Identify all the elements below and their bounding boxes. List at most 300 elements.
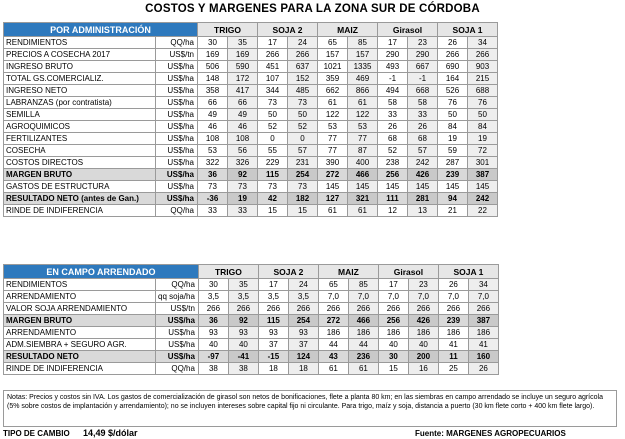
table-row [4,133,498,145]
value-cell: 108 [198,133,228,145]
value-cell: 688 [468,85,498,97]
value-cell: 16 [408,363,438,375]
value-cell: 426 [408,315,438,327]
value-cell: 53 [348,121,378,133]
value-cell: 84 [468,121,498,133]
page-title: COSTOS Y MARGENES PARA LA ZONA SUR DE CÓRDOBA [145,3,480,15]
value-cell: 231 [288,157,318,169]
value-cell: 186 [468,327,498,339]
value-cell: 12 [378,205,408,217]
row-unit: US$/tn [156,49,198,61]
value-cell: 92 [228,169,258,181]
value-cell: 76 [438,97,468,109]
value-cell: 93 [198,327,228,339]
value-cell: 26 [378,121,408,133]
row-label: GASTOS DE ESTRUCTURA [4,181,156,193]
table-row [4,279,499,291]
value-cell: 19 [228,193,258,205]
value-cell: 290 [408,49,438,61]
value-cell: 85 [348,279,378,291]
table-row [4,97,498,109]
value-cell: 426 [408,169,438,181]
row-label: MARGEN BRUTO [4,315,156,327]
row-unit: US$/ha [156,157,198,169]
value-cell: 17 [258,37,288,49]
value-cell: 41 [438,339,468,351]
value-cell: 33 [228,205,258,217]
value-cell: 256 [378,315,408,327]
value-cell: 236 [348,351,378,363]
value-cell: 242 [468,193,498,205]
value-cell: 115 [258,169,288,181]
value-cell: 3,5 [228,291,258,303]
value-cell: 21 [438,205,468,217]
table-row [4,315,499,327]
value-cell: 145 [468,181,498,193]
value-cell: 66 [228,97,258,109]
value-cell: 84 [438,121,468,133]
value-cell: 903 [468,61,498,73]
value-cell: 61 [348,363,378,375]
value-cell: 3,5 [198,291,228,303]
row-label: RINDE DE INDIFERENCIA [4,205,156,217]
value-cell: 238 [378,157,408,169]
row-unit: US$/ha [156,169,198,181]
value-cell: 50 [468,109,498,121]
value-cell: 451 [258,61,288,73]
value-cell: 122 [348,109,378,121]
value-cell: 17 [378,279,408,291]
value-cell: 40 [378,339,408,351]
value-cell: 18 [258,363,288,375]
value-cell: 1335 [348,61,378,73]
row-unit: QQ/ha [156,205,198,217]
value-cell: 169 [228,49,258,61]
value-cell: 668 [408,85,438,97]
value-cell: 390 [318,157,348,169]
row-unit: US$/ha [156,315,199,327]
admin-table [3,22,498,217]
value-cell: 44 [318,339,348,351]
value-cell: 506 [198,61,228,73]
value-cell: 256 [378,169,408,181]
value-cell: 145 [348,181,378,193]
row-label: MARGEN BRUTO [4,169,156,181]
row-label: ARRENDAMIENTO [4,327,156,339]
value-cell: 359 [318,73,348,85]
table-row [4,85,498,97]
table-row [4,303,499,315]
value-cell: 3,5 [288,291,318,303]
value-cell: 77 [318,145,348,157]
row-label: COSTOS DIRECTOS [4,157,156,169]
value-cell: 690 [438,61,468,73]
value-cell: 266 [408,303,438,315]
value-cell: 145 [318,181,348,193]
value-cell: 7,0 [438,291,468,303]
value-cell: 49 [198,109,228,121]
header-row [4,265,499,279]
value-cell: 50 [258,109,288,121]
row-label: RENDIMIENTOS [4,37,156,49]
value-cell: 40 [228,339,258,351]
value-cell: 290 [378,49,408,61]
value-cell: 33 [408,109,438,121]
value-cell: 111 [378,193,408,205]
source-label: Fuente: MARGENES AGROPECUARIOS [415,429,566,438]
value-cell: 93 [258,327,288,339]
value-cell: 254 [288,169,318,181]
value-cell: 266 [258,303,288,315]
section-title: EN CAMPO ARRENDADO [4,265,199,279]
value-cell: 76 [468,97,498,109]
value-cell: 108 [228,133,258,145]
value-cell: 400 [348,157,378,169]
value-cell: 77 [318,133,348,145]
table-row [4,169,498,181]
value-cell: 52 [378,145,408,157]
row-label: ARRENDAMIENTO [4,291,156,303]
value-cell: -36 [198,193,228,205]
value-cell: 272 [318,169,348,181]
value-cell: 1021 [318,61,348,73]
value-cell: 92 [228,315,258,327]
value-cell: 44 [348,339,378,351]
value-cell: 26 [408,121,438,133]
row-label: RINDE DE INDIFERENCIA [4,363,156,375]
value-cell: 466 [348,315,378,327]
value-cell: 55 [258,145,288,157]
row-label: VALOR SOJA ARRENDAMIENTO [4,303,156,315]
value-cell: 50 [288,109,318,121]
row-unit: US$/ha [156,181,198,193]
crop-header: SOJA 2 [258,265,318,279]
value-cell: 30 [198,279,228,291]
value-cell: 17 [258,279,288,291]
value-cell: -41 [228,351,258,363]
row-label: ADM.SIEMBRA + SEGURO AGR. [4,339,156,351]
value-cell: 33 [198,205,228,217]
value-cell: 93 [288,327,318,339]
value-cell: 266 [438,303,468,315]
row-label: RENDIMIENTOS [4,279,156,291]
value-cell: 186 [318,327,348,339]
value-cell: 7,0 [408,291,438,303]
value-cell: 93 [228,327,258,339]
value-cell: 19 [438,133,468,145]
value-cell: 172 [228,73,258,85]
value-cell: 35 [228,279,258,291]
row-unit: US$/ha [156,193,198,205]
table-row [4,193,498,205]
value-cell: -1 [408,73,438,85]
crop-header: SOJA 1 [438,23,498,37]
value-cell: 152 [288,73,318,85]
crop-header: TRIGO [198,265,258,279]
value-cell: 124 [288,351,318,363]
row-label: RESULTADO NETO [4,351,156,363]
value-cell: 667 [408,61,438,73]
value-cell: 266 [288,303,318,315]
value-cell: 41 [468,339,498,351]
row-unit: QQ/ha [156,37,198,49]
value-cell: 3,5 [258,291,288,303]
header-row [4,23,498,37]
crop-header: Girasol [378,265,438,279]
value-cell: 266 [318,303,348,315]
value-cell: 38 [198,363,228,375]
table-row [4,327,499,339]
value-cell: 287 [438,157,468,169]
crop-header: MAIZ [318,265,378,279]
value-cell: 73 [288,181,318,193]
value-cell: 526 [438,85,468,97]
value-cell: 46 [228,121,258,133]
table-row [4,73,498,85]
value-cell: 0 [258,133,288,145]
value-cell: 94 [438,193,468,205]
value-cell: 53 [198,145,228,157]
value-cell: 73 [198,181,228,193]
table-row [4,363,499,375]
row-unit: US$/ha [156,61,198,73]
value-cell: 186 [348,327,378,339]
value-cell: 23 [408,37,438,49]
value-cell: 34 [468,279,498,291]
row-label: PRECIOS A COSECHA 2017 [4,49,156,61]
value-cell: 326 [228,157,258,169]
value-cell: 145 [378,181,408,193]
value-cell: 65 [318,279,348,291]
value-cell: 40 [408,339,438,351]
value-cell: 22 [468,205,498,217]
value-cell: 24 [288,279,318,291]
value-cell: 17 [378,37,408,49]
row-unit: QQ/ha [156,363,199,375]
value-cell: 38 [228,363,258,375]
value-cell: 637 [288,61,318,73]
value-cell: 186 [438,327,468,339]
value-cell: 266 [468,49,498,61]
table-row [4,291,499,303]
value-cell: 662 [318,85,348,97]
value-cell: 157 [318,49,348,61]
value-cell: 13 [408,205,438,217]
value-cell: 182 [288,193,318,205]
value-cell: 77 [348,133,378,145]
row-label: INGRESO NETO [4,85,156,97]
value-cell: 68 [378,133,408,145]
value-cell: 281 [408,193,438,205]
value-cell: 35 [228,37,258,49]
crop-header: SOJA 1 [438,265,498,279]
value-cell: 7,0 [378,291,408,303]
value-cell: 33 [378,109,408,121]
value-cell: 493 [378,61,408,73]
value-cell: 58 [378,97,408,109]
row-label: SEMILLA [4,109,156,121]
value-cell: 466 [348,169,378,181]
table-row [4,157,498,169]
table-row [4,49,498,61]
table-row [4,351,499,363]
value-cell: 7,0 [348,291,378,303]
value-cell: 122 [318,109,348,121]
value-cell: 321 [348,193,378,205]
value-cell: 266 [288,49,318,61]
value-cell: 52 [258,121,288,133]
value-cell: 266 [438,49,468,61]
value-cell: 160 [468,351,498,363]
value-cell: 7,0 [318,291,348,303]
value-cell: 61 [348,205,378,217]
value-cell: 61 [318,97,348,109]
value-cell: 272 [318,315,348,327]
table-row [4,339,499,351]
value-cell: 15 [258,205,288,217]
value-cell: 73 [288,97,318,109]
value-cell: 57 [408,145,438,157]
value-cell: 50 [438,109,468,121]
row-unit: US$/ha [156,351,199,363]
value-cell: 37 [288,339,318,351]
value-cell: 73 [258,181,288,193]
value-cell: 186 [378,327,408,339]
value-cell: 266 [198,303,228,315]
row-label: RESULTADO NETO (antes de Gan.) [4,193,156,205]
exchange-rate-label: TIPO DE CAMBIO [3,429,70,438]
row-unit: US$/ha [156,85,198,97]
table-row [4,181,498,193]
value-cell: 148 [198,73,228,85]
value-cell: 36 [198,315,228,327]
value-cell: 19 [468,133,498,145]
value-cell: 469 [348,73,378,85]
value-cell: 322 [198,157,228,169]
value-cell: 15 [378,363,408,375]
value-cell: 11 [438,351,468,363]
value-cell: 266 [468,303,498,315]
value-cell: 85 [348,37,378,49]
crop-header: Girasol [378,23,438,37]
value-cell: 34 [468,37,498,49]
crop-header: TRIGO [198,23,258,37]
value-cell: 358 [198,85,228,97]
value-cell: 164 [438,73,468,85]
value-cell: 37 [258,339,288,351]
value-cell: 72 [468,145,498,157]
row-unit: US$/ha [156,73,198,85]
value-cell: 25 [438,363,468,375]
exchange-rate-value: 14,49 $/dólar [83,428,138,438]
notes-box: Notas: Precios y costos sin IVA. Los gastos de comercialización de girasol son netos de bonificaciones, flete a planta 80 km; en las siembras en campo arrendado se incluye un seguro agrícola (5% sobre costos de implantación y arrendamiento); no se incluyen intereses sobre capital fijo ni circulante. Para trigo, maíz y soja, distancia a puerto (30 km flete corto + 400 km flete largo). [3,390,617,427]
footer [3,428,617,439]
row-unit: QQ/ha [156,279,199,291]
table-row [4,121,498,133]
value-cell: 266 [378,303,408,315]
value-cell: 7,0 [468,291,498,303]
value-cell: 87 [348,145,378,157]
value-cell: 66 [198,97,228,109]
value-cell: 215 [468,73,498,85]
value-cell: 229 [258,157,288,169]
section-title: POR ADMINISTRACIÓN [4,23,198,37]
value-cell: 107 [258,73,288,85]
rent-table [3,264,499,375]
row-unit: US$/ha [156,145,198,157]
value-cell: 59 [438,145,468,157]
table-row [4,109,498,121]
value-cell: 43 [318,351,348,363]
row-label: AGROQUIMICOS [4,121,156,133]
value-cell: 26 [438,37,468,49]
value-cell: 254 [288,315,318,327]
value-cell: 266 [258,49,288,61]
value-cell: -97 [198,351,228,363]
value-cell: 58 [408,97,438,109]
value-cell: 127 [318,193,348,205]
value-cell: 590 [228,61,258,73]
value-cell: 73 [258,97,288,109]
crop-header: SOJA 2 [258,23,318,37]
value-cell: 266 [228,303,258,315]
value-cell: 239 [438,169,468,181]
row-unit: US$/ha [156,121,198,133]
value-cell: 61 [318,205,348,217]
row-unit: US$/ha [156,97,198,109]
value-cell: 15 [288,205,318,217]
value-cell: 46 [198,121,228,133]
value-cell: 26 [468,363,498,375]
row-unit: qq soja/ha [156,291,199,303]
value-cell: 266 [348,303,378,315]
value-cell: 53 [318,121,348,133]
value-cell: -1 [378,73,408,85]
row-unit: US$/ha [156,133,198,145]
value-cell: 42 [258,193,288,205]
value-cell: 30 [378,351,408,363]
value-cell: 866 [348,85,378,97]
value-cell: 494 [378,85,408,97]
value-cell: 49 [228,109,258,121]
value-cell: 242 [408,157,438,169]
value-cell: 36 [198,169,228,181]
row-label: INGRESO BRUTO [4,61,156,73]
value-cell: 417 [228,85,258,97]
value-cell: 18 [288,363,318,375]
value-cell: 301 [468,157,498,169]
value-cell: 26 [438,279,468,291]
value-cell: 387 [468,169,498,181]
table-row [4,145,498,157]
row-unit: US$/ha [156,109,198,121]
value-cell: 0 [288,133,318,145]
row-label: FERTILIZANTES [4,133,156,145]
value-cell: 485 [288,85,318,97]
value-cell: 52 [288,121,318,133]
value-cell: 186 [408,327,438,339]
table-row [4,37,498,49]
value-cell: 239 [438,315,468,327]
value-cell: 145 [408,181,438,193]
value-cell: 24 [288,37,318,49]
value-cell: 61 [348,97,378,109]
value-cell: -15 [258,351,288,363]
row-unit: US$/tn [156,303,199,315]
row-unit: US$/ha [156,339,199,351]
value-cell: 200 [408,351,438,363]
value-cell: 57 [288,145,318,157]
